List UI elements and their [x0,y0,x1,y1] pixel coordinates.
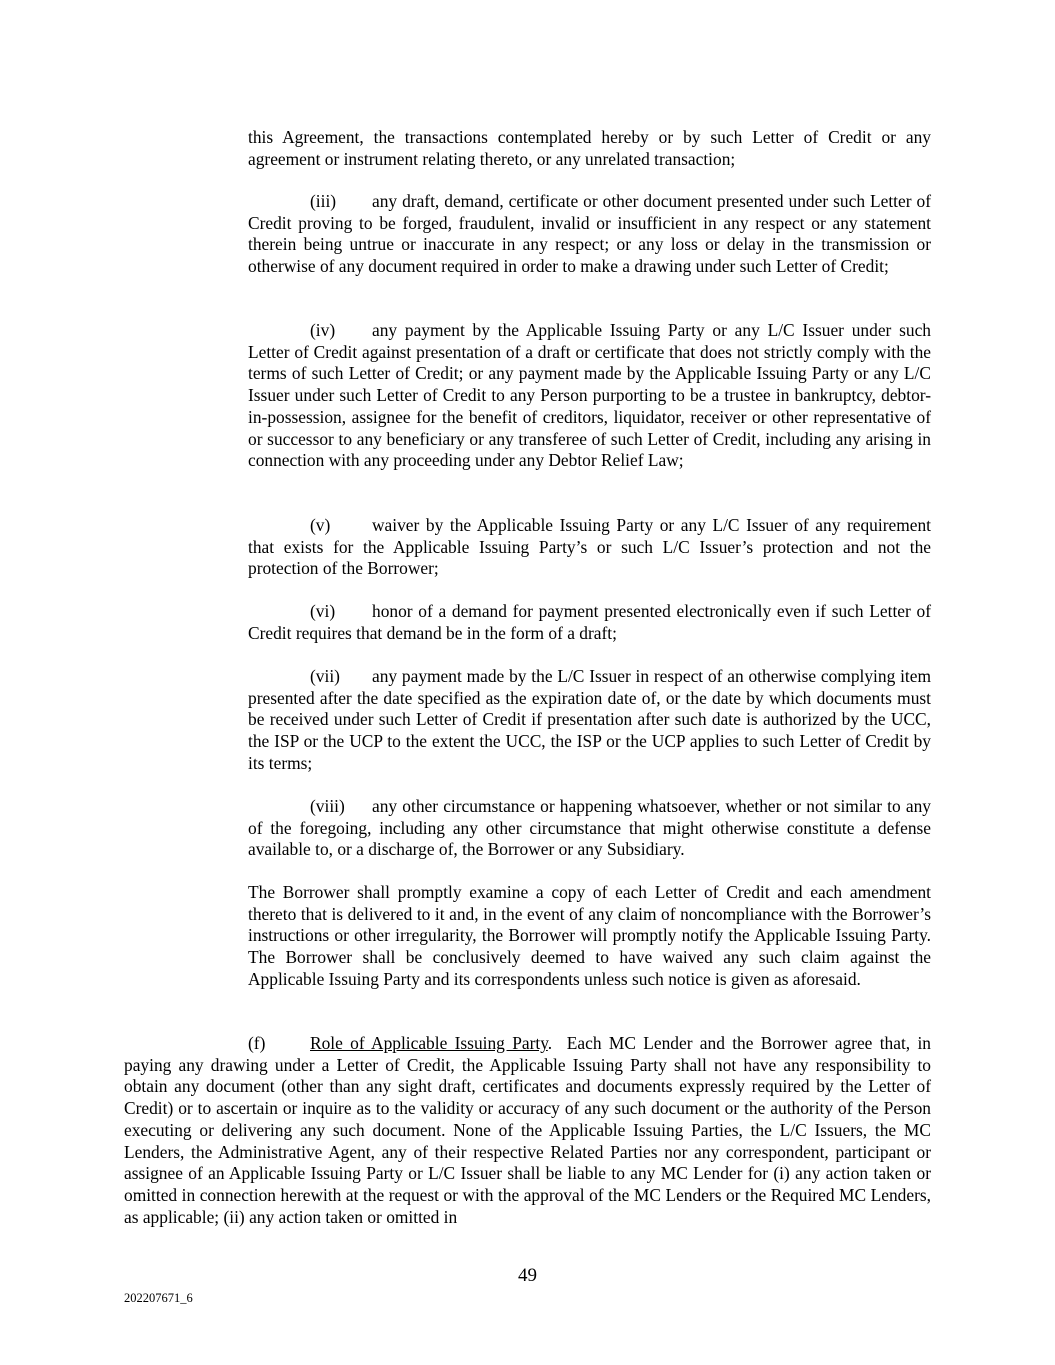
clause-number: (vii) [310,666,340,686]
continuation-text: this Agreement, the transactions contemplated hereby or by such Letter of Credit or any agreement or instrument relating thereto, or any unrelated transaction; [248,127,931,169]
page-number: 49 [518,1265,537,1286]
clause-text: honor of a demand for payment presented electronically even if such Letter of Credit requires that demand be in the form of a draft; [248,601,931,643]
clause-text: any other circumstance or happening whatsoever, whether or not similar to any of the foregoing, including any other circumstance that might otherwise constitute a defense available to, or a discharge of, the Borrower or any Subsidiary. [248,796,931,860]
clause-text: any payment by the Applicable Issuing Party or any L/C Issuer under such Letter of Credit against presentation of a draft or certificate that does not strictly comply with the terms of such Letter of Credit; or any payment made by the Applicable Issuing Party or any L/C Issuer under such Letter of Credit to any Person purporting to be a trustee in bankruptcy, debtor-in-possession, assignee for the benefit of creditors, liquidator, receiver or other representative of or successor to any beneficiary or any transferee of such Letter of Credit, including any arising in connection with any proceeding under any Debtor Relief Law; [248,320,931,471]
section-heading: Role of Applicable Issuing Party [310,1033,548,1053]
clause-v [248,515,931,580]
clause-number: (iii) [310,191,337,211]
clause-viii [248,796,931,861]
clause-text: waiver by the Applicable Issuing Party or any L/C Issuer of any requirement that exists for the Applicable Issuing Party’s or such L/C Issuer’s protection and not the protection of the Borrower; [248,515,931,579]
section-f [124,1033,931,1228]
clause-vii [248,666,931,775]
clause-iv [248,320,931,472]
section-heading-punct: . [547,1033,553,1053]
section-text: Each MC Lender and the Borrower agree that, in paying any drawing under a Letter of Credit, the Applicable Issuing Party shall not have any responsibility to obtain any document (other than any sight draft, certificates and documents expressly required by the Letter of Credit) or to ascertain or inquire as to the validity or accuracy of any such document or the authority of the Person executing or delivering any such document. None of the Applicable Issuing Parties, the L/C Issuers, the MC Lenders, the Administrative Agent, any of their respective Related Parties nor any correspondent, participant or assignee of an Applicable Issuing Party or L/C Issuer shall be liable to any MC Lender for (i) any action taken or omitted in connection herewith at the request or with the approval of the MC Lenders or the Required MC Lenders, as applicable; (ii) any action taken or omitted in [124,1033,931,1227]
clause-vi [248,601,931,644]
clause-number: (viii) [310,796,345,816]
section-number: (f) [248,1033,266,1053]
clause-number: (iv) [310,320,336,340]
clause-number: (v) [310,515,331,535]
continuation-paragraph [248,127,931,170]
document-id: 202207671_6 [124,1291,193,1305]
borrower-paragraph-text: The Borrower shall promptly examine a copy of each Letter of Credit and each amendment thereto that is delivered to it and, in the event of any claim of noncompliance with the Borrower’s instructions or other irregularity, the Borrower will promptly notify the Applicable Issuing Party. The Borrower shall be conclusively deemed to have waived any such claim against the Applicable Issuing Party and its correspondents unless such notice is given as aforesaid. [248,882,931,989]
clause-number: (vi) [310,601,336,621]
borrower-paragraph [248,882,931,991]
clause-text: any payment made by the L/C Issuer in respect of an otherwise complying item presented after the date specified as the expiration date of, or the date by which documents must be received under such Letter of Credit if presentation after such date is authorized by the UCC, the ISP or the UCP to the extent the UCC, the ISP or the UCP applies to such Letter of Credit by its terms; [248,666,931,773]
clause-iii [248,191,931,278]
clause-text: any draft, demand, certificate or other document presented under such Letter of Credit proving to be forged, fraudulent, invalid or insufficient in any respect or any statement therein being untrue or inaccurate in any respect; or any loss or delay in the transmission or otherwise of any document required in order to make a drawing under such Letter of Credit; [248,191,931,277]
